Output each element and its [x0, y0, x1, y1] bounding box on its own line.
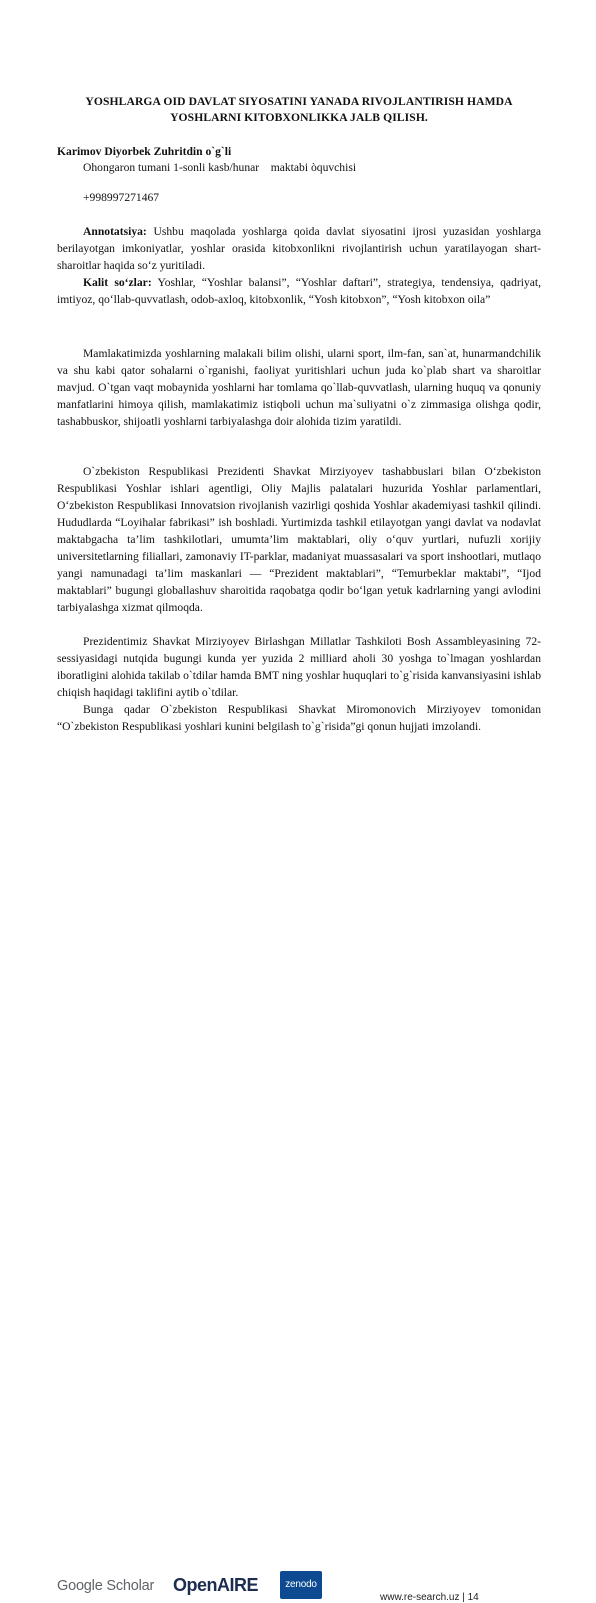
body-paragraph-3: Prezidentimiz Shavkat Mirziyoyev Birlashgan Millatlar Tashkiloti Bosh Assambleyasining 72-sessiyasidagi nutqida bugungi kunda yer yuzida 2 milliard aholi 30 yoshga to`lmagan yoshlardan iboratligini alohida takilab o`tdilar hamda BMT ning yoshlar huquqlari to`g`risida kanvansiyasini ishlab chiqish haqidagi taklifini aytib o`tdilar.	[57, 635, 541, 699]
author-name: Karimov Diyorbek Zuhritdin o`g`li	[57, 145, 232, 158]
openaire-logo-open: Open	[173, 1575, 218, 1595]
abstract-label: Annotatsiya:	[83, 225, 147, 238]
google-scholar-logo-scholar: Scholar	[102, 1578, 155, 1594]
keywords-text: Yoshlar, “Yoshlar balansi”, “Yoshlar daftari”, strategiya, tendensiya, qadriyat, imtiyoz, qo‘llab-quvvatlash, odob-axloq, kitobxonlik, “Yosh kitobxon”, “Yosh kitobxon oila”	[57, 276, 542, 306]
article-title	[52, 94, 546, 126]
body-paragraph-1: Mamlakatimizda yoshlarning malakali bilim olishi, ularni sport, ilm-fan, san`at, hunarmandchilik va shu kabi qator sohalarni o`rganishi, faoliyat yuritishlari uchun juda ko`plab shart va sharoitlar mavjud. O`tgan vaqt mobaynida yoshlarni har tomlama qo`llab-quvvatlash, ularning huquq va qonuniy manfatlarini himoya qilish, mamlakatimiz istiqboli uchun ma`suliyatni o`z zimmasiga olishga qodir, tashabbuskor, shijoatli yoshlarni tarbiyalashga doir alohida tizim yaratildi.	[57, 347, 541, 428]
article-title-line-1: YOSHLARGA OID DAVLAT SIYOSATINI YANADA RIVOJLANTIRISH HAMDA	[85, 95, 513, 108]
google-scholar-logo[interactable]	[57, 1578, 154, 1594]
body-paragraph-4: Bunga qadar O`zbekiston Respublikasi Shavkat Miromonovich Mirziyoyev tomonidan “O`zbekiston Respublikasi yoshlari kunini belgilash to`g`risida”gi qonun hujjati imzolandi.	[57, 703, 541, 733]
zenodo-logo[interactable]: zenodo	[280, 1571, 322, 1599]
openaire-logo-aire: AIRE	[217, 1575, 259, 1595]
author-phone: +998997271467	[83, 191, 160, 204]
body-paragraph-2: O`zbekiston Respublikasi Prezidenti Shavkat Mirziyoyev tashabbuslari bilan O‘zbekiston Respublikasi Yoshlar ishlari agentligi, Oliy Majlis palatalari huzurida Yoshlar parlamentlari, O‘zbekiston Respublikasi Innovatsion rivojlanish vazirligi qoshida Yoshlar akademiyasi tashkil qilindi. Hududlarda “Loyihalar fabrikasi” ish boshladi. Yurtimizda tashkil etilayotgan yangi davlat va nodavlat maktabgacha ta’lim tashkilotlari, umumta’lim maktablari, oliy o‘quv yurtlari, nufuzli xorijiy universitetlarning filiallari, zamonaviy IT-parklar, madaniyat muassasalari va sport inshootlari, mutlaqo yangi namunadagi ta’lim maskanlari — “Prezident maktablari”, “Temurbeklar maktabi”, “Ijod maktablari” bugungi globallashuv sharoitida raqobatga qodir bo‘lgan yetuk kadrlarning yangi avlodini tarbiyalashga xizmat qilmoqda.	[57, 465, 541, 614]
author-affiliation: Ohongaron tumani 1-sonli kasb/hunar maktabi òquvchisi	[83, 161, 357, 174]
abstract-text: Ushbu maqolada yoshlarga qoida davlat siyosatini ijrosi yuzasidan yoshlarga berilayotgan imkoniyatlar, yoshlar orasida kitobxonlikni rivojlantirish uchun yaratilayogan shart-sharoitlar haqida so‘z yuritiladi.	[57, 225, 541, 272]
openaire-logo[interactable]	[173, 1575, 258, 1596]
page-footer	[0, 786, 596, 1603]
abstract-paragraph	[57, 223, 541, 274]
keywords-paragraph	[57, 274, 541, 308]
keywords-label: Kalit so‘zlar:	[83, 276, 152, 289]
google-scholar-logo-google: Google	[57, 1578, 103, 1594]
article-title-line-2: YOSHLARNI KITOBXONLIKKA JALB QILISH.	[170, 111, 428, 124]
journal-url-and-page-number: www.re-search.uz | 14	[380, 1592, 479, 1603]
